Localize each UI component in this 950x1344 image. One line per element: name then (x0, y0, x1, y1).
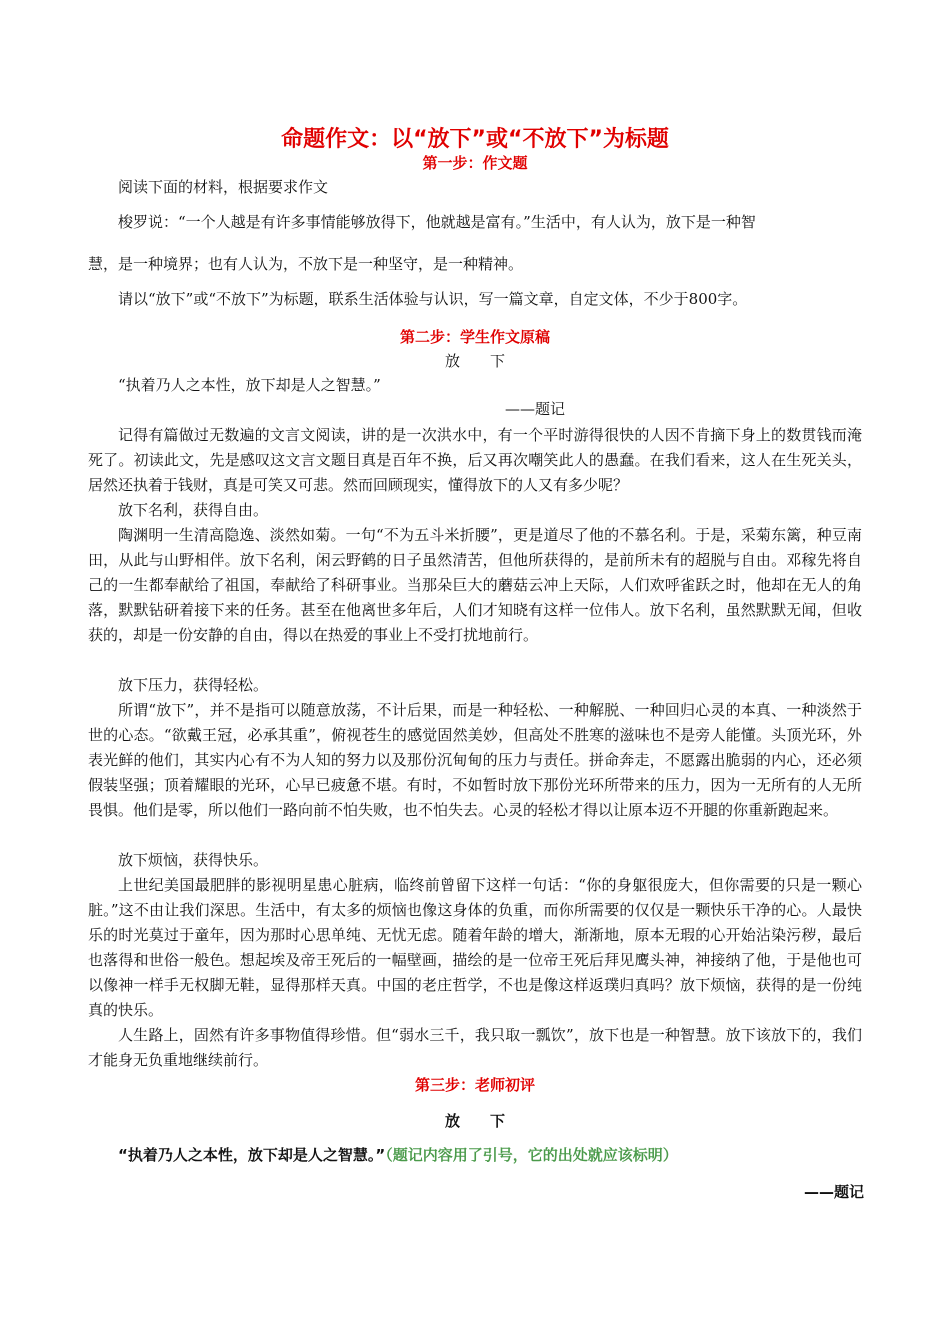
step3-heading: 第三步：老师初评 (414, 1076, 535, 1094)
step1-requirement: 请以“放下”或“不放下”为标题，联系生活体验与认识，写一篇文章，自定文体，不少于800字。 (118, 290, 748, 308)
step1-instruction: 阅读下面的材料，根据要求作文 (118, 178, 329, 196)
reviewed-epigraph-source: ——题记 (803, 1183, 864, 1201)
essay-title: 放 下 (444, 352, 505, 370)
essay-paragraph-2: 放下名利，获得自由。 (118, 501, 269, 519)
essay-paragraph-7: 上世纪美国最肥胖的影视明星患心脏病，临终前曾留下这样一句话：“你的身躯很庞大，但你需要的只是一颗心脏。”这不由让我们深思。生活中，有太多的烦恼也像这身体的负重，而你所需要的仅仅是一颗快乐干净的心。人最快乐的时光莫过于童年，因为那时心思单纯、无忧无虑。随着年龄的增大，渐渐地，原本无瑕的心开始沾染污秽，最后也落得和世俗一般色。想起埃及帝王死后的一幅壁画，描绘的是一位帝王死后拜见鹰头神，神接纳了他，于是他也可以像神一样手无权脚无鞋，显得那样天真。中国的老庄哲学，不也是像这样返璞归真吗？放下烦恼，获得的是一份纯真的快乐。 (88, 876, 862, 1019)
step1-quote-line2: 慧，是一种境界；也有人认为，不放下是一种坚守，是一种精神。 (88, 255, 524, 273)
reviewed-epigraph-line (88, 1143, 862, 1168)
essay-paragraph-8: 人生路上，固然有许多事物值得珍惜。但“弱水三千，我只取一瓢饮”，放下也是一种智慧。放下该放下的，我们才能身无负重地继续前行。 (88, 1026, 862, 1069)
step2-heading: 第二步：学生作文原稿 (399, 328, 550, 346)
step1-heading: 第一步：作文题 (422, 154, 528, 172)
essay-paragraph-6: 放下烦恼，获得快乐。 (118, 851, 269, 869)
step1-quote-line1: 梭罗说：“一个人越是有许多事情能够放得下，他就越是富有。”生活中，有人认为，放下是一种智 (118, 213, 756, 231)
epigraph-source: ——题记 (504, 400, 565, 418)
essay-paragraph-1: 记得有篇做过无数遍的文言文阅读，讲的是一次洪水中，有一个平时游得很快的人因不肯摘下身上的数贯钱而淹死了。初读此文，先是感叹这文言文题目真是百年不换，后又再次嘲笑此人的愚蠢。在我们看来，这人在生死关头，居然还执着于钱财，真是可笑又可悲。然而回顾现实，懂得放下的人又有多少呢？ (88, 426, 862, 494)
reviewed-essay-title: 放 下 (444, 1112, 505, 1130)
essay-paragraph-4: 放下压力，获得轻松。 (118, 676, 269, 694)
reviewed-epigraph: “执着乃人之本性，放下却是人之智慧。” (118, 1146, 386, 1164)
essay-paragraph-3: 陶渊明一生清高隐逸、淡然如菊。一句“不为五斗米折腰”，更是道尽了他的不慕名利。于是，采菊东篱，种豆南田，从此与山野相伴。放下名利，闲云野鹤的日子虽然清苦，但他所获得的，是前所未有的超脱与自由。邓稼先将自己的一生都奉献给了祖国，奉献给了科研事业。当那朵巨大的蘑菇云冲上天际，人们欢呼雀跃之时，他却在无人的角落，默默钻研着接下来的任务。甚至在他离世多年后，人们才知晓有这样一位伟人。放下名利，虽然默默无闻，但收获的，却是一份安静的自由，得以在热爱的事业上不受打扰地前行。 (88, 526, 862, 644)
document-title: 命题作文：以“放下”或“不放下”为标题 (281, 127, 669, 152)
essay-paragraph-5: 所谓“放下”，并不是指可以随意放荡，不计后果，而是一种轻松、一种解脱、一种回归心灵的本真、一种淡然于世的心态。“欲戴王冠，必承其重”，俯视苍生的感觉固然美妙，但高处不胜寒的滋味也不是旁人能懂。头顶光环，外表光鲜的他们，其实内心有不为人知的努力以及那份沉甸甸的压力与责任。拼命奔走，不愿露出脆弱的内心，还必须假装坚强；顶着耀眼的光环，心早已疲惫不堪。有时，不如暂时放下那份光环所带来的压力，因为一无所有的人无所畏惧。他们是零，所以他们一路向前不怕失败，也不怕失去。心灵的轻松才得以让原本迈不开腿的你重新跑起来。 (88, 701, 862, 819)
teacher-comment: （题记内容用了引号，它的出处就应该标明） (385, 1146, 678, 1164)
essay-epigraph: “执着乃人之本性，放下却是人之智慧。” (118, 376, 381, 394)
